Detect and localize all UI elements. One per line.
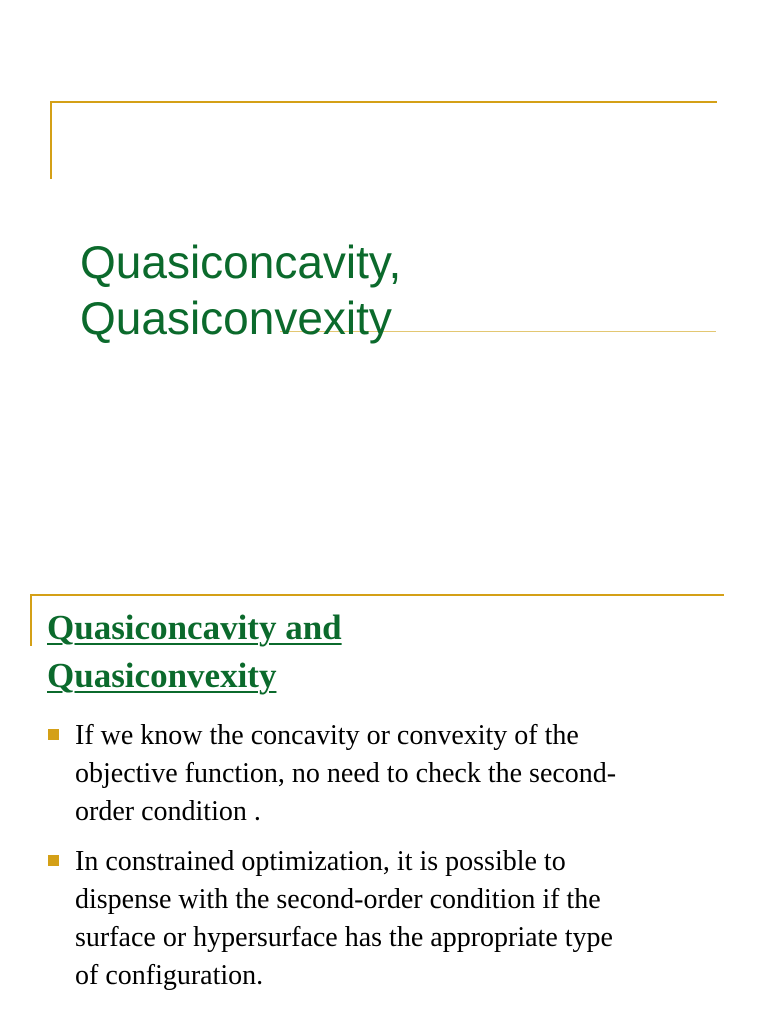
slide1-top-accent-line [51,101,717,103]
slide1-title-line: Quasiconvexity [80,292,392,344]
square-bullet-icon [48,855,59,866]
bullet-line: of configuration. [75,960,264,991]
slide1-title [80,234,401,346]
bullet-line: objective function, no need to check the second- [75,758,617,789]
bullet-text [75,843,727,995]
bullet-line: In constrained optimization, it is possible to [75,846,566,877]
slide2-heading [47,604,342,700]
slide2-bullet-list [47,717,727,1007]
bullet-line: If we know the concavity or convexity of the [75,720,579,751]
bullet-line: surface or hypersurface has the appropriate type [75,922,613,953]
bullet-item [47,843,727,995]
bullet-item [47,717,727,831]
bullet-text [75,717,727,831]
slide1-title-line: Quasiconcavity, [80,236,402,288]
slide2-top-accent-line [30,594,724,596]
bullet-line: dispense with the second-order condition if the [75,884,601,915]
bullet-line: order condition . [75,796,261,827]
slide1-left-accent-line [50,101,52,179]
square-bullet-icon [48,729,59,740]
slide2-heading-line: Quasiconcavity and [47,608,342,647]
slide2-heading-line: Quasiconvexity [47,656,277,695]
slide2-left-accent-line [30,594,32,646]
